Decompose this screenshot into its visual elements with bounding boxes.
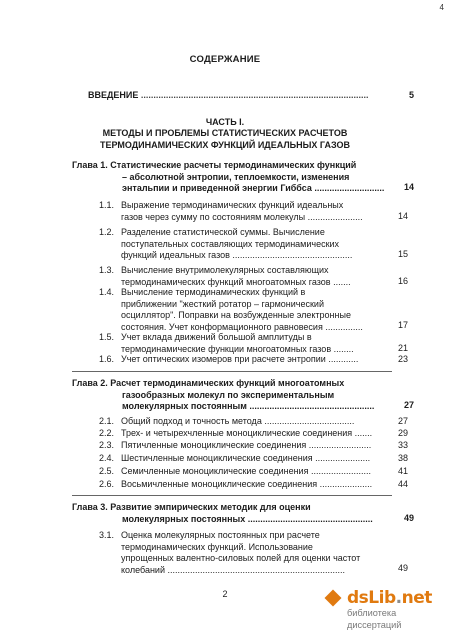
section-title-line: термодинамических функций многоатомных газов ....... [121, 276, 351, 287]
toc-entry-title: ВВЕДЕНИЕ [88, 90, 139, 100]
toc-page-number: 23 [397, 354, 408, 364]
toc-section-1-2[interactable] [121, 227, 407, 262]
toc-page-number: 21 [397, 343, 408, 353]
toc-page-number: 29 [397, 428, 408, 438]
section-number: 1.3. [98, 265, 114, 275]
corner-mark: 4 [439, 3, 444, 12]
section-number: 1.4. [98, 287, 114, 297]
section-title-line: газов через сумму по состояниям молекулы ...................... [121, 211, 363, 222]
toc-section-2-5[interactable] [121, 466, 407, 478]
toc-section-2-4[interactable] [121, 453, 407, 465]
watermark-logo: dsLib.net [347, 588, 432, 608]
section-title-line: Вычисление термодинамических функций в [121, 287, 306, 297]
divider [72, 371, 392, 372]
chapter-title-line: газообразных молекул по экспериментальным [122, 389, 335, 400]
section-number: 1.1. [98, 200, 114, 210]
section-title-line: функций идеальных газов ................................................ [121, 250, 353, 261]
toc-section-3-1[interactable] [121, 530, 407, 576]
toc-chapter-3[interactable] [72, 502, 392, 525]
toc-section-2-6[interactable] [121, 479, 407, 491]
toc-page-number: 16 [397, 276, 408, 286]
section-title-line: поступательных составляющих термодинамических [121, 238, 340, 249]
watermark-logo-icon [325, 590, 342, 607]
toc-page-number: 44 [397, 479, 408, 489]
section-number: 2.2. [98, 428, 114, 438]
section-title-line: приближении "жесткий ротатор – гармонический [121, 298, 324, 309]
section-title-line: Оценка молекулярных постоянных при расчете [121, 530, 320, 540]
section-number: 2.6. [98, 479, 114, 489]
section-title-line: Учет вклада движений большой амплитуды в [121, 332, 312, 342]
toc-page-number: 17 [397, 320, 408, 330]
section-title-line: упрощенных валентно-силовых полей для оценки частот [121, 553, 361, 564]
toc-page-number: 49 [397, 563, 408, 573]
part-label: ЧАСТЬ I. [205, 117, 245, 127]
section-number: 2.3. [98, 440, 114, 450]
chapter-title-last-line [72, 183, 392, 195]
toc-page-number: 15 [397, 249, 408, 259]
section-number: 1.5. [98, 332, 114, 342]
part-title-line: ТЕРМОДИНАМИЧЕСКИХ ФУНКЦИЙ ИДЕАЛЬНЫХ ГАЗОВ [100, 139, 350, 150]
toc-page-number: 38 [397, 453, 408, 463]
toc-section-2-3[interactable] [121, 440, 407, 452]
contents-title: СОДЕРЖАНИЕ [189, 54, 261, 65]
section-title-line: Шестичленные моноциклические соединения ...................... [121, 453, 371, 463]
toc-chapter-1[interactable] [72, 160, 392, 195]
section-title-line: Вычисление внутримолекулярных составляющих [121, 265, 329, 275]
toc-page-number: 14 [403, 182, 414, 192]
section-title-line: колебаний ....................................................................... [121, 564, 346, 575]
toc-section-2-2[interactable] [121, 428, 407, 440]
toc-page-number: 49 [403, 513, 414, 523]
chapter-title-line: Глава 2. Расчет термодинамических функций многоатомных [72, 378, 345, 388]
toc-chapter-2[interactable] [72, 378, 392, 413]
toc-page-number: 41 [397, 466, 408, 476]
leader-dots: ........................................................................................... [140, 90, 369, 100]
toc-section-1-3[interactable] [121, 265, 407, 288]
section-title-line: Выражение термодинамических функций идеальных [121, 200, 344, 210]
section-number: 3.1. [98, 530, 114, 540]
section-title-line: осциллятор". Поправки на возбужденные электронные [121, 310, 351, 321]
section-number: 2.4. [98, 453, 114, 463]
section-title-line: Разделение статистической суммы. Вычисление [121, 227, 325, 237]
section-title-line: состояния. Учет конформационного равновесия ............... [121, 321, 363, 332]
chapter-title-line: энтальпии и приведенной энергии Гиббса ............................ [122, 183, 385, 194]
section-title-line: Общий подход и точность метода .................................... [121, 416, 355, 426]
dslib-watermark[interactable] [327, 586, 445, 630]
toc-entry-introduction[interactable] [88, 90, 414, 102]
chapter-title-line: Глава 1. Статистические расчеты термодинамических функций [72, 160, 357, 170]
toc-section-1-5[interactable] [121, 332, 407, 355]
part-title [0, 128, 450, 151]
toc-section-1-6[interactable] [121, 354, 407, 366]
section-title-line: термодинамические функции многоатомных газов ........ [121, 343, 354, 354]
toc-section-1-4[interactable] [121, 287, 407, 333]
section-title-line: Восьмичленные моноциклические соединения ..................... [121, 479, 373, 489]
toc-page-number: 27 [403, 400, 414, 410]
section-title-line: Трех- и четырехчленные моноциклические соединения ....... [121, 428, 373, 438]
section-title-line: Учет оптических изомеров при расчете энтропии ............ [121, 354, 359, 364]
section-number: 2.5. [98, 466, 114, 476]
section-number: 2.1. [98, 416, 114, 426]
chapter-title-line: молекулярных постоянным .................................................. [122, 401, 375, 412]
toc-section-2-1[interactable] [121, 416, 407, 428]
chapter-title-line: Глава 3. Развитие эмпирических методик для оценки [72, 502, 311, 512]
toc-page-number: 27 [397, 416, 408, 426]
toc-page-number: 14 [397, 211, 408, 221]
chapter-title-line: – абсолютной энтропии, теплоемкости, изменения [122, 171, 350, 182]
section-number: 1.2. [98, 227, 114, 237]
toc-page-number: 33 [397, 440, 408, 450]
part-title-line: МЕТОДЫ И ПРОБЛЕМЫ СТАТИСТИЧЕСКИХ РАСЧЕТОВ [102, 128, 348, 138]
divider [72, 495, 392, 496]
section-title-line: Пятичленные моноциклические соединения ......................... [121, 440, 372, 450]
watermark-subtitle: библиотека диссертаций [347, 607, 402, 630]
section-number: 1.6. [98, 354, 114, 364]
toc-page-number: 5 [408, 90, 414, 100]
toc-section-1-1[interactable] [121, 200, 407, 223]
section-title-line: термодинамических функций. Использование [121, 541, 313, 552]
page-number: 2 [222, 589, 228, 599]
section-title-line: Семичленные моноциклические соединения ........................ [121, 466, 371, 476]
chapter-title-line: молекулярных постоянных .................................................. [122, 513, 373, 524]
